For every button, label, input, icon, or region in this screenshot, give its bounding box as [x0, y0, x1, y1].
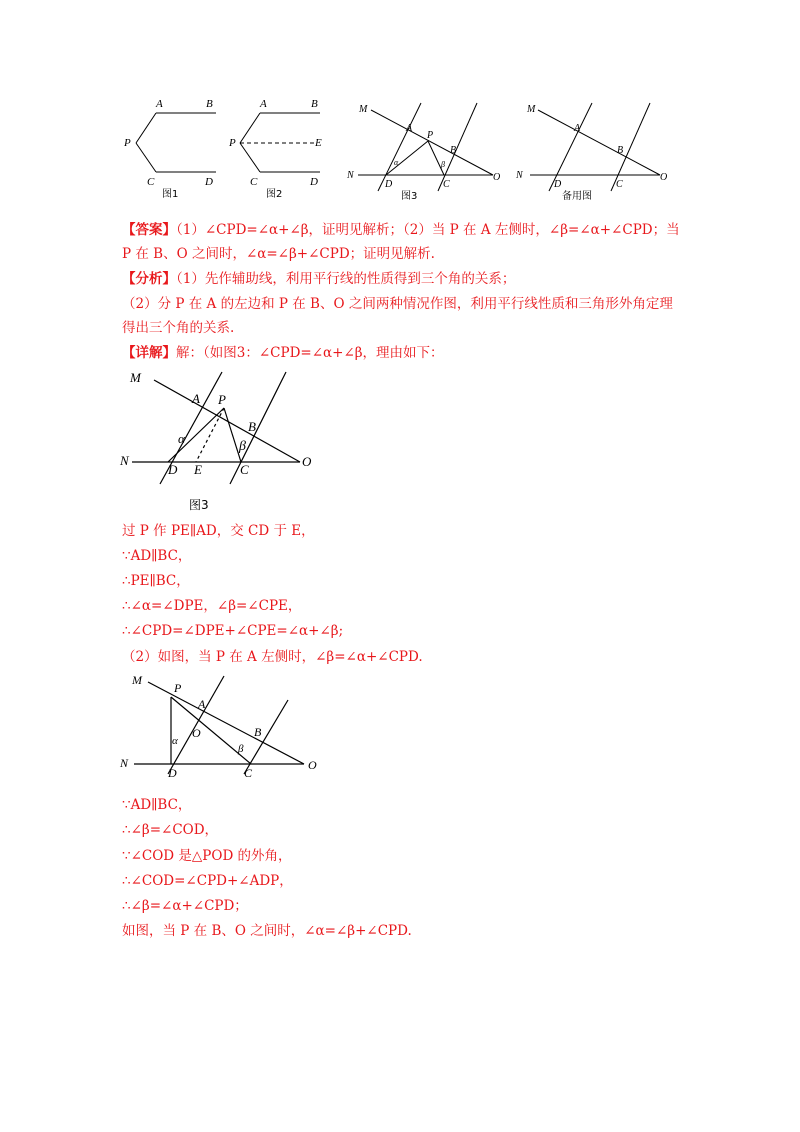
- figure-4-spare: [510, 95, 680, 205]
- label-B: B: [311, 98, 318, 110]
- label-D: D: [168, 766, 177, 780]
- label-N: N: [120, 453, 129, 468]
- step2-6: 如图，当 P 在 B、O 之间时，∠α=∠β+∠CPD.: [122, 923, 412, 939]
- label-P: P: [229, 137, 236, 149]
- label-B: B: [248, 419, 256, 434]
- label-A: A: [198, 697, 206, 711]
- label-D: D: [310, 176, 318, 188]
- analysis-text-1: （1）先作辅助线，利用平行线的性质得到三个角的关系；: [176, 271, 516, 287]
- answer-line-2: P 在 B、O 之间时，∠α=∠β+∠CPD；证明见解析.: [122, 246, 435, 262]
- label-M: M: [130, 370, 141, 385]
- label-A: A: [192, 391, 200, 406]
- label-beta: β: [441, 160, 445, 169]
- step2-3: ∵∠COD 是△POD 的外角，: [122, 848, 292, 864]
- label-C: C: [147, 176, 155, 188]
- step1-5: ∴∠CPD=∠DPE+∠CPE=∠α+∠β;: [122, 623, 344, 639]
- analysis-tag: 【分析】: [122, 271, 176, 287]
- label-O: O: [308, 758, 317, 772]
- label-O: O: [302, 454, 312, 469]
- label-C: C: [244, 766, 253, 780]
- label-alpha: α: [172, 735, 178, 747]
- analysis-line-3: 得出三个角的关系.: [122, 320, 235, 336]
- figure-2: [228, 95, 333, 200]
- label-M: M: [527, 104, 536, 115]
- label-D: D: [205, 176, 213, 188]
- caption-spare: 备用图: [562, 191, 592, 202]
- label-P: P: [427, 130, 434, 141]
- label-B: B: [450, 145, 457, 156]
- label-A: A: [156, 98, 163, 110]
- label-B: B: [254, 725, 262, 739]
- label-C: C: [443, 179, 450, 190]
- step1-4: ∴∠α=∠DPE，∠β=∠CPE，: [122, 598, 302, 614]
- label-A: A: [260, 98, 267, 110]
- figure-3-large: [118, 366, 328, 516]
- answer-text-1: （1）∠CPD=∠α+∠β，证明见解析；（2）当 P 在 A 左侧时，∠β=∠α+∠CPD；当: [176, 222, 680, 238]
- detail-line-1: [122, 343, 444, 363]
- label-M: M: [132, 673, 142, 687]
- step2-4: ∴∠COD=∠CPD+∠ADP，: [122, 873, 293, 889]
- caption-fig3: 图3: [401, 191, 418, 202]
- label-alpha: α: [394, 158, 399, 167]
- label-P: P: [124, 137, 131, 149]
- label-O: O: [493, 172, 501, 183]
- label-D: D: [554, 179, 562, 190]
- figure-part2: [118, 670, 333, 780]
- analysis-line-2: （2）分 P 在 A 的左边和 P 在 B、O 之间两种情况作图，利用平行线性质和三角形外角定理: [122, 296, 673, 312]
- caption-fig3-large: 图3: [189, 498, 209, 512]
- answer-tag: 【答案】: [122, 222, 176, 238]
- step2-2: ∴∠β=∠COD，: [122, 822, 219, 838]
- step1-3: ∴PE∥BC，: [122, 573, 190, 589]
- label-O: O: [660, 172, 668, 183]
- label-alpha: α: [178, 431, 185, 446]
- label-E: E: [315, 137, 322, 149]
- label-P: P: [218, 392, 226, 407]
- label-N: N: [120, 756, 129, 770]
- label-A: A: [574, 123, 581, 134]
- label-M: M: [359, 104, 368, 115]
- label-C: C: [250, 176, 258, 188]
- figure-3-small: [343, 95, 508, 205]
- label-N: N: [516, 170, 523, 181]
- detail-intro: 解：（如图3：∠CPD=∠α+∠β，理由如下：: [176, 345, 444, 361]
- step1-2: ∵AD∥BC，: [122, 548, 192, 564]
- label-beta: β: [238, 743, 244, 755]
- label-C: C: [240, 462, 249, 477]
- label-D: D: [385, 179, 393, 190]
- caption-fig1: 图1: [162, 189, 179, 200]
- figure-1: [120, 95, 220, 200]
- label-A: A: [406, 123, 413, 134]
- analysis-line-1: [122, 269, 515, 289]
- step2-1: ∵AD∥BC，: [122, 797, 192, 813]
- label-D: D: [168, 462, 178, 477]
- label-B: B: [617, 145, 624, 156]
- label-B: B: [206, 98, 213, 110]
- answer-line-1: [122, 220, 680, 240]
- label-P: P: [174, 681, 182, 695]
- step1-1: 过 P 作 PE∥AD，交 CD 于 E，: [122, 523, 315, 539]
- part2-intro: （2）如图，当 P 在 A 左侧时，∠β=∠α+∠CPD.: [122, 649, 423, 665]
- caption-fig2: 图2: [266, 189, 283, 200]
- label-E: E: [194, 462, 202, 477]
- label-C: C: [616, 179, 623, 190]
- label-beta: β: [239, 439, 246, 454]
- label-N: N: [347, 170, 354, 181]
- detail-tag: 【详解】: [122, 345, 176, 361]
- label-O-inner: O: [192, 726, 201, 740]
- step2-5: ∴∠β=∠α+∠CPD；: [122, 898, 248, 914]
